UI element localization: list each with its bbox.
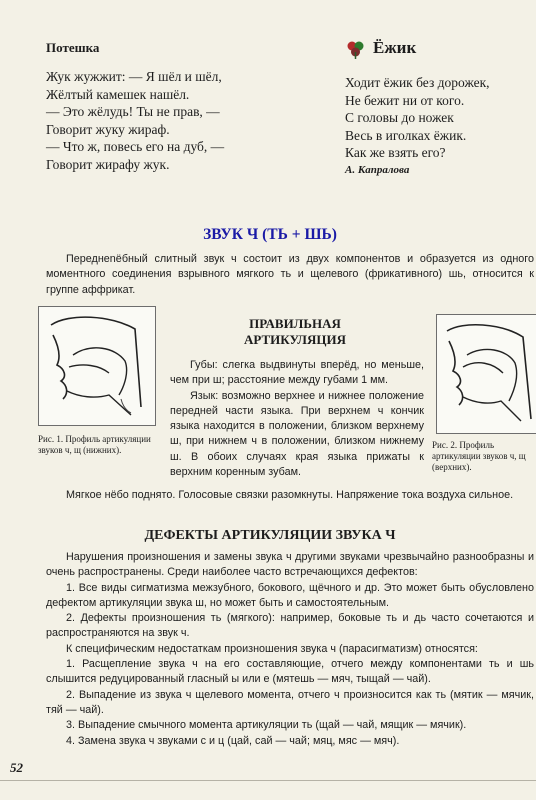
poem-left-text xyxy=(46,68,316,173)
poem-right-text xyxy=(345,74,535,162)
poem-line: Как же взять его? xyxy=(345,145,446,160)
palate-paragraph: Мягкое нёбо поднято. Голосовые связки разомкнуты. Напряжение тока воздуха сильное. xyxy=(66,489,514,501)
lips-paragraph: Губы: слегка выдвинуты вперёд, но меньше, чем при ш; расстояние между губами 1 мм. xyxy=(170,359,424,387)
defects-heading: ДЕФЕКТЫ АРТИКУЛЯЦИИ ЗВУКА Ч xyxy=(144,528,396,543)
articulation-heading-line: ПРАВИЛЬНАЯ xyxy=(249,316,341,331)
defects-paragraph: 4. Замена звука ч звуками с и ц (цай, сай — чай; мяц, мяс — мяч). xyxy=(66,734,400,747)
defects-paragraph: 1. Все виды сигматизма межзубного, бокового, щёчного и др. Это может быть обусловлено дефектом артикуляции звука ш, но может быть и самостоятельным. xyxy=(46,581,534,609)
defects-paragraph: 3. Выпадение смычного момента артикуляции ть (щай — чай, мящик — мячик). xyxy=(66,719,467,732)
intro-paragraph: Переднеnёбный слитный звук ч состоит из двух компонентов и образуется из одного моментного соединения взрывного мягкого ть и щелевого (фрикативного) шь, относится к группе аффрикат. xyxy=(46,253,534,296)
poem-left-title: Потешка xyxy=(46,40,100,55)
defects-paragraph: 1. Расщепление звука ч на его составляющие, отчего между компонентами ть и шь слышится редуцированный гласный ы или е (мятешь — мяч, тыщай — чай). xyxy=(46,658,534,686)
mouth-profile-icon xyxy=(39,307,155,425)
poem-line: Говорит жуку жираф. xyxy=(46,121,170,137)
figure-2-caption: Рис. 2. Профиль артикуляции звуков ч, щ (верхних). xyxy=(432,440,526,472)
poem-line: Жук жужжит: — Я шёл и шёл, xyxy=(46,69,222,84)
poem-line: — Это жёлудь! Ты не прав, — xyxy=(46,104,220,119)
figure-2-profile xyxy=(436,314,536,434)
tongue-paragraph: Язык: возможно верхнее и нижнее положение передней части языка. При верхнем ч кончик языка находится в положении, близком верхнему ш, при нижнем ч в положении, близком нижнему ш. В обоих случаях края языка прижаты к верхним коренным зубам. xyxy=(170,389,424,479)
articulation-heading-line: АРТИКУЛЯЦИЯ xyxy=(244,332,346,347)
poem-line: Весь в иголках ёжик. xyxy=(345,127,467,143)
figure-1-profile xyxy=(38,306,156,426)
defects-paragraph: Нарушения произношения и замены звука ч другими звуками чрезвычайно разнообразны и очень распространены. Среди наиболее часто встречающихся дефектов: xyxy=(46,551,534,579)
figure-1-caption: Рис. 1. Профиль артикуляции звуков ч, щ (нижних). xyxy=(38,434,151,455)
articulation-text xyxy=(170,358,424,480)
poem-right-title: Ёжик xyxy=(373,38,417,57)
clover-icon xyxy=(343,38,369,60)
defects-text xyxy=(46,550,534,749)
defects-paragraph: 2. Дефекты произношения ть (мягкого): например, боковые ть и дь часто сочетаются и распространяются на звук ч. xyxy=(46,612,534,640)
page-number: 52 xyxy=(10,760,23,775)
poem-line: — Что ж, повесь его на дуб, — xyxy=(46,139,225,154)
poem-line: Жёлтый камешек нашёл. xyxy=(46,86,190,102)
section-title: ЗВУК Ч (ТЬ + ШЬ) xyxy=(203,226,337,243)
poem-line: С головы до ножек xyxy=(345,110,454,125)
page-bottom-rule xyxy=(0,780,536,781)
poem-line: Не бежит ни от кого. xyxy=(345,92,465,108)
articulation-heading xyxy=(170,316,420,348)
poem-author: А. Капралова xyxy=(345,164,410,176)
defects-paragraph: 2. Выпадение из звука ч щелевого момента, отчего ч произносится как ть (мятик — мячик, тяй — чай). xyxy=(46,688,534,716)
poem-line: Ходит ёжик без дорожек, xyxy=(345,75,490,90)
poem-line: Говорит жирафу жук. xyxy=(46,156,170,172)
defects-paragraph: К специфическим недостаткам произношения звука ч (парасигматизм) относятся: xyxy=(66,642,478,655)
mouth-profile-icon xyxy=(437,315,536,433)
